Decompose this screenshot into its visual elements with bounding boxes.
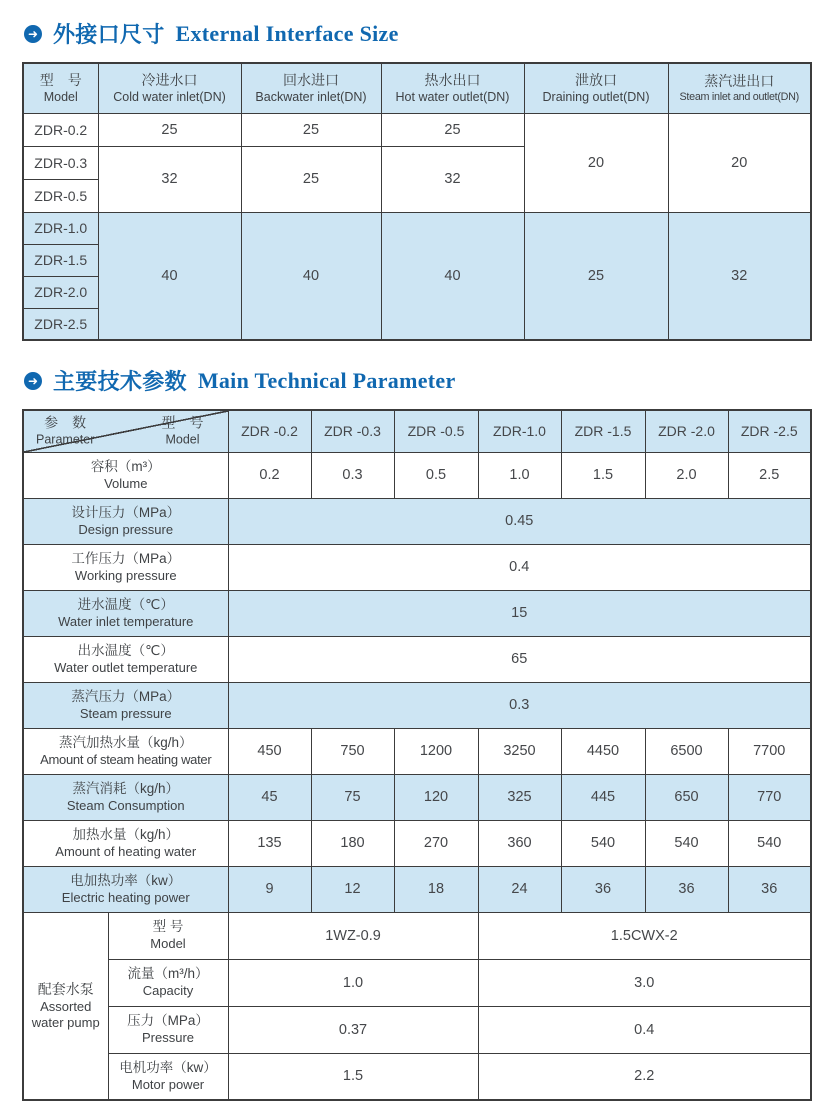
cell-drain-merged: 25 [524, 212, 668, 340]
cell-value: 1.0 [478, 452, 561, 498]
cell-value: 270 [394, 820, 478, 866]
table-row-steam-consumption [23, 774, 811, 820]
model-zdr-0.3: ZDR-0.3 [23, 146, 98, 179]
cell-value: 9 [228, 866, 311, 912]
cell-merged-value: 0.45 [228, 498, 811, 544]
cell-value: 36 [728, 866, 811, 912]
header-cold-water-inlet: 冷进水口 Cold water inlet(DN) [98, 63, 241, 113]
table-row-volume [23, 452, 811, 498]
model-zdr-1.0: ZDR-1.0 [23, 212, 98, 244]
header-zdr-0.3: ZDR -0.3 [311, 410, 394, 452]
row-label-steam-consumption: 蒸汽消耗（kg/h） Steam Consumption [23, 774, 228, 820]
row-label-water-outlet-temperature: 出水温度（℃） Water outlet temperature [23, 636, 228, 682]
cell-merged-value: 65 [228, 636, 811, 682]
row-label-electric-heating-power: 电加热功率（kw） Electric heating power [23, 866, 228, 912]
row-label-pump-motor-power: 电机功率（kw） Motor power [108, 1053, 228, 1100]
table-row-working-pressure [23, 544, 811, 590]
cell-drain-merged: 20 [524, 113, 668, 212]
row-label-water-inlet-temperature: 进水温度（℃） Water inlet temperature [23, 590, 228, 636]
corner-model-label: 型 号 Model [161, 414, 204, 447]
section-title-technical [24, 365, 810, 396]
cell-cold: 25 [98, 113, 241, 146]
cell-value: 540 [561, 820, 645, 866]
cell-value: 1.5 [561, 452, 645, 498]
cell-back-merged: 40 [241, 212, 381, 340]
cell-value: 1200 [394, 728, 478, 774]
cell-value: 325 [478, 774, 561, 820]
cell-pump-left: 1WZ-0.9 [228, 912, 478, 959]
cell-value: 120 [394, 774, 478, 820]
cell-value: 770 [728, 774, 811, 820]
cell-value: 445 [561, 774, 645, 820]
cell-value: 45 [228, 774, 311, 820]
header-hot-water-outlet: 热水出口 Hot water outlet(DN) [381, 63, 524, 113]
table-row-water-outlet-temperature [23, 636, 811, 682]
table-row-steam-heating-water [23, 728, 811, 774]
table-row-pump-model [23, 912, 811, 959]
cell-cold-merged: 40 [98, 212, 241, 340]
cell-value: 750 [311, 728, 394, 774]
table-header-row [23, 63, 811, 113]
model-zdr-0.2: ZDR-0.2 [23, 113, 98, 146]
cell-value: 180 [311, 820, 394, 866]
cell-pump-left: 0.37 [228, 1006, 478, 1053]
row-label-pump-capacity: 流量（m³/h） Capacity [108, 959, 228, 1006]
table-row-pump-capacity [23, 959, 811, 1006]
header-zdr-2.5: ZDR -2.5 [728, 410, 811, 452]
header-draining-outlet: 泄放口 Draining outlet(DN) [524, 63, 668, 113]
cell-value: 3250 [478, 728, 561, 774]
cell-value: 24 [478, 866, 561, 912]
cell-hot-merged: 32 [381, 146, 524, 212]
cell-back: 25 [241, 113, 381, 146]
table-row [23, 113, 811, 146]
cell-pump-left: 1.5 [228, 1053, 478, 1100]
cell-hot: 25 [381, 113, 524, 146]
table-row-heating-water [23, 820, 811, 866]
cell-value: 540 [728, 820, 811, 866]
cell-value: 0.5 [394, 452, 478, 498]
header-zdr-2.0: ZDR -2.0 [645, 410, 728, 452]
cell-value: 2.0 [645, 452, 728, 498]
table-row [23, 212, 811, 244]
row-label-steam-heating-water: 蒸汽加热水量（kg/h） Amount of steam heating water [23, 728, 228, 774]
section-title-external-en: External Interface Size [175, 20, 399, 46]
cell-hot-merged: 40 [381, 212, 524, 340]
cell-value: 75 [311, 774, 394, 820]
header-zdr-0.2: ZDR -0.2 [228, 410, 311, 452]
table-row-pump-motor-power [23, 1053, 811, 1100]
row-label-heating-water: 加热水量（kg/h） Amount of heating water [23, 820, 228, 866]
cell-value: 4450 [561, 728, 645, 774]
cell-value: 650 [645, 774, 728, 820]
cell-merged-value: 0.4 [228, 544, 811, 590]
section-title-external-zh: 外接口尺寸 [53, 22, 165, 47]
header-zdr-0.5: ZDR -0.5 [394, 410, 478, 452]
arrow-circle-icon: ➜ [24, 372, 42, 390]
cell-value: 6500 [645, 728, 728, 774]
model-zdr-0.5: ZDR-0.5 [23, 179, 98, 212]
arrow-circle-icon: ➜ [24, 25, 42, 43]
table-header-row [23, 410, 811, 452]
cell-steam-merged: 20 [668, 113, 811, 212]
cell-value: 2.5 [728, 452, 811, 498]
header-model: 型 号 Model [23, 63, 98, 113]
cell-back-merged: 25 [241, 146, 381, 212]
cell-steam-merged: 32 [668, 212, 811, 340]
cell-value: 450 [228, 728, 311, 774]
table-row-electric-heating-power [23, 866, 811, 912]
table-row-design-pressure [23, 498, 811, 544]
cell-value: 540 [645, 820, 728, 866]
cell-value: 135 [228, 820, 311, 866]
cell-value: 36 [561, 866, 645, 912]
section-title-technical-en: Main Technical Parameter [197, 367, 456, 393]
table-row-pump-pressure [23, 1006, 811, 1053]
header-steam-inlet-outlet: 蒸汽进出口 Steam inlet and outlet(DN) [668, 63, 811, 113]
cell-value: 360 [478, 820, 561, 866]
cell-cold-merged: 32 [98, 146, 241, 212]
external-interface-table [22, 62, 812, 341]
corner-parameter-label: 参 数 Parameter [36, 414, 95, 447]
cell-pump-right: 3.0 [478, 959, 811, 1006]
cell-pump-right: 2.2 [478, 1053, 811, 1100]
header-zdr-1.0: ZDR-1.0 [478, 410, 561, 452]
section-title-technical-zh: 主要技术参数 [53, 369, 187, 394]
header-backwater-inlet: 回水进口 Backwater inlet(DN) [241, 63, 381, 113]
row-label-pump-model: 型 号 Model [108, 912, 228, 959]
cell-merged-value: 15 [228, 590, 811, 636]
row-label-working-pressure: 工作压力（MPa） Working pressure [23, 544, 228, 590]
cell-value: 0.2 [228, 452, 311, 498]
model-zdr-1.5: ZDR-1.5 [23, 244, 98, 276]
model-zdr-2.5: ZDR-2.5 [23, 308, 98, 340]
technical-parameter-table [22, 409, 812, 1101]
cell-merged-value: 0.3 [228, 682, 811, 728]
cell-value: 0.3 [311, 452, 394, 498]
cell-pump-right: 0.4 [478, 1006, 811, 1053]
row-label-design-pressure: 设计压力（MPa） Design pressure [23, 498, 228, 544]
cell-pump-left: 1.0 [228, 959, 478, 1006]
row-label-volume: 容积（m³） Volume [23, 452, 228, 498]
pump-group-label: 配套水泵 Assorted water pump [23, 912, 108, 1100]
cell-pump-right: 1.5CWX-2 [478, 912, 811, 959]
header-zdr-1.5: ZDR -1.5 [561, 410, 645, 452]
row-label-pump-pressure: 压力（MPa） Pressure [108, 1006, 228, 1053]
cell-value: 36 [645, 866, 728, 912]
cell-value: 7700 [728, 728, 811, 774]
cell-value: 18 [394, 866, 478, 912]
cell-value: 12 [311, 866, 394, 912]
model-zdr-2.0: ZDR-2.0 [23, 276, 98, 308]
section-title-external [24, 18, 810, 49]
table-row-steam-pressure [23, 682, 811, 728]
row-label-steam-pressure: 蒸汽压力（MPa） Steam pressure [23, 682, 228, 728]
table-row-water-inlet-temperature [23, 590, 811, 636]
corner-cell [23, 410, 228, 452]
